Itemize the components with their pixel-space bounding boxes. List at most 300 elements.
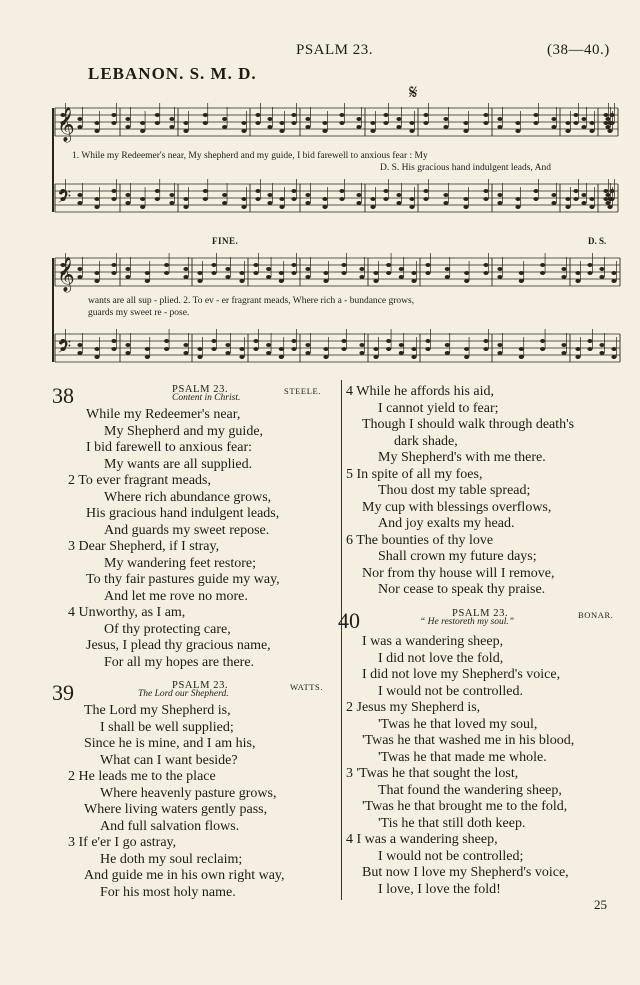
- verse-line: I would not be controlled.: [378, 683, 524, 699]
- note-head: [305, 267, 310, 271]
- note-head: [383, 189, 388, 193]
- note-head: [603, 189, 608, 193]
- note-head: [515, 129, 520, 133]
- note-head: [396, 117, 401, 121]
- note-head: [266, 351, 271, 355]
- verse-line: The Lord my Shepherd is,: [84, 703, 231, 718]
- note-head: [323, 355, 328, 359]
- note-head: [575, 271, 580, 275]
- lyrics-line-2: wants are all sup - plied. 2. To ev - er fragrant meads, Where rich a - bundance grows,: [88, 296, 415, 306]
- music-score: [0, 0, 640, 380]
- note-head: [197, 279, 202, 283]
- note-head: [386, 271, 391, 275]
- verse-line: I would not be controlled;: [378, 848, 524, 864]
- verse-line: Nor cease to speak thy praise.: [378, 582, 546, 597]
- note-head: [77, 201, 82, 205]
- note-head: [155, 113, 160, 117]
- note-head: [291, 271, 296, 275]
- note-head: [463, 197, 468, 201]
- note-head: [253, 347, 258, 351]
- note-head: [565, 205, 570, 209]
- verse-line: And guide me in his own right way,: [84, 868, 285, 883]
- note-head: [203, 121, 208, 125]
- note-head: [203, 113, 208, 117]
- note-head: [94, 205, 99, 209]
- note-head: [589, 197, 594, 201]
- note-head: [255, 121, 260, 125]
- verse-line: 2 He leads me to the place: [68, 769, 216, 784]
- note-head: [609, 113, 614, 117]
- note-head: [164, 339, 169, 343]
- verse-line: I shall be well supplied;: [100, 719, 234, 735]
- note-head: [169, 125, 174, 129]
- verse-line: I bid farewell to anxious fear:: [86, 440, 252, 455]
- note-head: [561, 267, 566, 271]
- note-head: [291, 263, 296, 267]
- note-head: [396, 193, 401, 197]
- note-head: [609, 197, 614, 201]
- verse-line: 'Twas he that washed me in his blood,: [362, 733, 575, 748]
- verse-line: 2 Jesus my Shepherd is,: [346, 700, 481, 715]
- note-head: [94, 121, 99, 125]
- verse-line: My wants are all supplied.: [104, 456, 253, 472]
- verse-line: My Shepherd and my guide,: [104, 423, 264, 439]
- note-head: [125, 201, 130, 205]
- bass-clef-icon: 𝄢: [57, 187, 72, 212]
- hymn-40-subtitle: “ He restoreth my soul.”: [420, 617, 515, 627]
- note-head: [399, 351, 404, 355]
- note-head: [443, 201, 448, 205]
- note-head: [573, 113, 578, 117]
- note-head: [291, 339, 296, 343]
- note-head: [386, 339, 391, 343]
- note-head: [581, 117, 586, 121]
- note-head: [77, 343, 82, 347]
- treble-clef-icon: 𝄞: [57, 107, 75, 142]
- note-head: [565, 129, 570, 133]
- note-head: [197, 271, 202, 275]
- note-head: [551, 193, 556, 197]
- note-head: [322, 197, 327, 201]
- note-head: [464, 279, 469, 283]
- note-head: [605, 117, 610, 121]
- note-head: [203, 197, 208, 201]
- note-head: [540, 347, 545, 351]
- note-head: [323, 347, 328, 351]
- note-head: [411, 355, 416, 359]
- note-head: [305, 193, 310, 197]
- note-head: [483, 263, 488, 267]
- note-head: [279, 121, 284, 125]
- verse-line: And let me rove no more.: [104, 588, 248, 604]
- note-head: [603, 113, 608, 117]
- note-head: [411, 347, 416, 351]
- note-head: [125, 343, 130, 347]
- note-head: [140, 129, 145, 133]
- verse-line: Thou dost my table spread;: [378, 483, 531, 498]
- verse-line: What can I want beside?: [100, 752, 238, 768]
- note-head: [356, 117, 361, 121]
- note-head: [370, 129, 375, 133]
- note-head: [599, 351, 604, 355]
- verse-line: I was a wandering sheep,: [362, 634, 504, 649]
- note-head: [291, 347, 296, 351]
- note-head: [423, 113, 428, 117]
- note-head: [540, 271, 545, 275]
- note-head: [322, 121, 327, 125]
- note-head: [266, 267, 271, 271]
- note-head: [211, 339, 216, 343]
- note-head: [305, 343, 310, 347]
- note-head: [222, 201, 227, 205]
- note-head: [373, 279, 378, 283]
- note-head: [255, 197, 260, 201]
- note-head: [255, 189, 260, 193]
- note-head: [599, 343, 604, 347]
- note-head: [267, 193, 272, 197]
- note-head: [533, 121, 538, 125]
- note-head: [239, 347, 244, 351]
- note-head: [183, 121, 188, 125]
- note-head: [409, 121, 414, 125]
- note-head: [587, 339, 592, 343]
- note-head: [279, 347, 284, 351]
- note-head: [515, 197, 520, 201]
- note-head: [573, 189, 578, 193]
- verse-line: And guards my sweet repose.: [104, 522, 270, 538]
- ds-mark: D. S.: [588, 236, 607, 246]
- note-head: [575, 347, 580, 351]
- note-head: [425, 347, 430, 351]
- verse-line: I did not love my Shepherd's voice,: [362, 667, 561, 682]
- note-head: [169, 201, 174, 205]
- verse-line: That found the wandering sheep,: [378, 782, 562, 798]
- note-head: [464, 271, 469, 275]
- note-head: [497, 267, 502, 271]
- verse-line: His gracious hand indulgent leads,: [86, 506, 280, 521]
- note-head: [222, 117, 227, 121]
- note-head: [339, 189, 344, 193]
- note-head: [497, 125, 502, 129]
- note-head: [359, 267, 364, 271]
- note-head: [164, 347, 169, 351]
- note-head: [561, 351, 566, 355]
- verse-line: My Shepherd's with me there.: [378, 450, 546, 465]
- hymn-40-author: BONAR.: [578, 610, 614, 620]
- note-head: [540, 263, 545, 267]
- note-head: [125, 351, 130, 355]
- note-head: [155, 189, 160, 193]
- note-head: [573, 197, 578, 201]
- note-head: [125, 117, 130, 121]
- note-head: [305, 125, 310, 129]
- verse-line: 'Tis he that still doth keep.: [378, 815, 526, 831]
- note-head: [267, 201, 272, 205]
- note-head: [373, 347, 378, 351]
- note-head: [183, 205, 188, 209]
- note-head: [396, 125, 401, 129]
- tune-name: LEBANON. S. M. D.: [88, 64, 257, 83]
- note-head: [370, 205, 375, 209]
- verse-line: 2 To ever fragrant meads,: [68, 473, 211, 488]
- note-head: [443, 125, 448, 129]
- note-head: [225, 275, 230, 279]
- verse-line: While my Redeemer's near,: [86, 407, 241, 422]
- note-head: [370, 197, 375, 201]
- note-head: [409, 197, 414, 201]
- note-head: [483, 347, 488, 351]
- note-head: [483, 113, 488, 117]
- verse-line: To thy fair pastures guide my way,: [86, 572, 280, 587]
- note-head: [483, 189, 488, 193]
- note-head: [605, 193, 610, 197]
- note-head: [599, 267, 604, 271]
- note-head: [515, 205, 520, 209]
- note-head: [497, 117, 502, 121]
- note-head: [611, 347, 616, 351]
- note-head: [111, 263, 116, 267]
- note-head: [565, 197, 570, 201]
- note-head: [605, 201, 610, 205]
- note-head: [279, 197, 284, 201]
- note-head: [497, 193, 502, 197]
- note-head: [359, 343, 364, 347]
- note-head: [463, 129, 468, 133]
- note-head: [140, 197, 145, 201]
- treble-clef-icon: 𝄞: [57, 257, 75, 292]
- note-head: [464, 355, 469, 359]
- verse-line: 'Twas he that loved my soul,: [378, 716, 538, 732]
- hymn-38-subtitle: Content in Christ.: [172, 393, 241, 403]
- note-head: [197, 355, 202, 359]
- note-head: [183, 129, 188, 133]
- note-head: [425, 339, 430, 343]
- note-head: [589, 121, 594, 125]
- note-head: [561, 275, 566, 279]
- hymn-39-text: [68, 703, 285, 901]
- note-head: [519, 347, 524, 351]
- verse-line: Nor from thy house will I remove,: [362, 565, 555, 581]
- note-head: [291, 189, 296, 193]
- note-head: [267, 117, 272, 121]
- note-head: [241, 129, 246, 133]
- note-head: [183, 351, 188, 355]
- note-head: [241, 121, 246, 125]
- note-head: [77, 267, 82, 271]
- note-head: [519, 279, 524, 283]
- note-head: [339, 121, 344, 125]
- note-head: [464, 347, 469, 351]
- lyrics-line-2-ds: guards my sweet re - pose.: [88, 308, 190, 318]
- note-head: [111, 347, 116, 351]
- note-head: [239, 355, 244, 359]
- note-head: [323, 279, 328, 283]
- note-head: [183, 267, 188, 271]
- page-number: 25: [594, 897, 607, 912]
- hymn-39-author: WATTS.: [290, 682, 324, 692]
- note-head: [607, 129, 612, 133]
- note-head: [279, 355, 284, 359]
- note-head: [145, 271, 150, 275]
- note-head: [341, 271, 346, 275]
- note-head: [169, 193, 174, 197]
- note-head: [125, 125, 130, 129]
- lyrics-line-1-ds: D. S. His gracious hand indulgent leads, And: [380, 163, 551, 173]
- note-head: [609, 189, 614, 193]
- note-head: [581, 193, 586, 197]
- note-head: [140, 205, 145, 209]
- note-head: [599, 275, 604, 279]
- verse-line: 'Twas he that brought me to the fold,: [362, 799, 568, 814]
- note-head: [279, 205, 284, 209]
- note-head: [497, 275, 502, 279]
- note-head: [291, 121, 296, 125]
- verse-line: Shall crown my future days;: [378, 549, 537, 564]
- note-head: [291, 197, 296, 201]
- note-head: [561, 343, 566, 347]
- hymn-39-subtitle: The Lord our Shepherd.: [138, 689, 229, 699]
- note-head: [266, 275, 271, 279]
- note-head: [411, 271, 416, 275]
- note-head: [155, 197, 160, 201]
- note-head: [155, 121, 160, 125]
- note-head: [443, 117, 448, 121]
- note-head: [587, 263, 592, 267]
- note-head: [386, 263, 391, 267]
- note-head: [94, 197, 99, 201]
- verse-line: Where heavenly pasture grows,: [100, 785, 277, 801]
- note-head: [573, 121, 578, 125]
- note-head: [423, 189, 428, 193]
- note-head: [291, 113, 296, 117]
- hymn-number-40: 40: [338, 608, 360, 633]
- note-head: [399, 343, 404, 347]
- note-head: [211, 271, 216, 275]
- note-head: [423, 197, 428, 201]
- note-head: [77, 125, 82, 129]
- note-head: [94, 279, 99, 283]
- note-head: [423, 121, 428, 125]
- verse-line: I love, I love the fold!: [378, 881, 501, 897]
- note-head: [359, 351, 364, 355]
- note-head: [225, 267, 230, 271]
- running-header-range: (38—40.): [547, 42, 610, 58]
- note-head: [77, 117, 82, 121]
- note-head: [497, 351, 502, 355]
- note-head: [575, 355, 580, 359]
- verse-line: Jesus, I plead thy gracious name,: [86, 638, 271, 653]
- note-head: [445, 351, 450, 355]
- note-head: [111, 121, 116, 125]
- verse-line: Where living waters gently pass,: [84, 802, 268, 817]
- bass-clef-icon: 𝄢: [57, 337, 72, 362]
- note-head: [339, 113, 344, 117]
- note-head: [386, 347, 391, 351]
- note-head: [225, 351, 230, 355]
- fine-mark: FINE.: [212, 236, 239, 246]
- note-head: [145, 355, 150, 359]
- note-head: [111, 339, 116, 343]
- note-head: [463, 205, 468, 209]
- note-head: [519, 355, 524, 359]
- hymn-40-title: PSALM 23.: [452, 608, 509, 619]
- note-head: [609, 121, 614, 125]
- note-head: [241, 197, 246, 201]
- note-head: [77, 351, 82, 355]
- note-head: [551, 117, 556, 121]
- note-head: [323, 271, 328, 275]
- hymn-number-38: 38: [52, 383, 74, 408]
- note-head: [341, 263, 346, 267]
- hymn-39-text-continued: [346, 384, 574, 599]
- note-head: [483, 271, 488, 275]
- note-head: [241, 205, 246, 209]
- note-head: [94, 271, 99, 275]
- note-head: [533, 197, 538, 201]
- note-head: [305, 201, 310, 205]
- verse-line: And joy exalts my head.: [378, 516, 515, 531]
- verse-line: 3 'Twas he that sought the lost,: [346, 766, 519, 781]
- note-head: [359, 275, 364, 279]
- lyrics-line-1: 1. While my Redeemer's near, My shepherd and my guide, I bid farewell to anxious fear : My: [72, 151, 428, 161]
- note-head: [605, 125, 610, 129]
- note-head: [445, 275, 450, 279]
- note-head: [341, 347, 346, 351]
- note-head: [253, 271, 258, 275]
- verse-line: But now I love my Shepherd's voice,: [362, 865, 569, 880]
- note-head: [203, 189, 208, 193]
- note-head: [183, 275, 188, 279]
- note-head: [581, 125, 586, 129]
- note-head: [611, 355, 616, 359]
- note-head: [183, 343, 188, 347]
- note-head: [197, 347, 202, 351]
- verse-line: Where rich abundance grows,: [104, 489, 272, 505]
- note-head: [266, 343, 271, 347]
- note-head: [305, 275, 310, 279]
- note-head: [211, 263, 216, 267]
- hymn-40-text: [346, 634, 574, 898]
- note-head: [145, 347, 150, 351]
- note-head: [169, 117, 174, 121]
- note-head: [443, 193, 448, 197]
- note-head: [589, 205, 594, 209]
- note-head: [611, 271, 616, 275]
- note-head: [575, 279, 580, 283]
- note-head: [279, 129, 284, 133]
- note-head: [356, 201, 361, 205]
- column-divider: [341, 380, 342, 900]
- verse-line: 6 The bounties of thy love: [346, 532, 494, 548]
- note-head: [611, 279, 616, 283]
- verse-line: I did not love the fold,: [378, 650, 504, 666]
- note-head: [164, 263, 169, 267]
- note-head: [533, 189, 538, 193]
- note-head: [239, 279, 244, 283]
- verse-line: Though I should walk through death's: [362, 417, 575, 432]
- note-head: [425, 263, 430, 267]
- note-head: [370, 121, 375, 125]
- verse-line: dark shade,: [394, 433, 458, 449]
- note-head: [125, 267, 130, 271]
- note-head: [589, 129, 594, 133]
- verse-line: For all my hopes are there.: [104, 654, 255, 670]
- note-head: [533, 113, 538, 117]
- note-head: [515, 121, 520, 125]
- note-head: [222, 193, 227, 197]
- note-head: [356, 125, 361, 129]
- note-head: [211, 347, 216, 351]
